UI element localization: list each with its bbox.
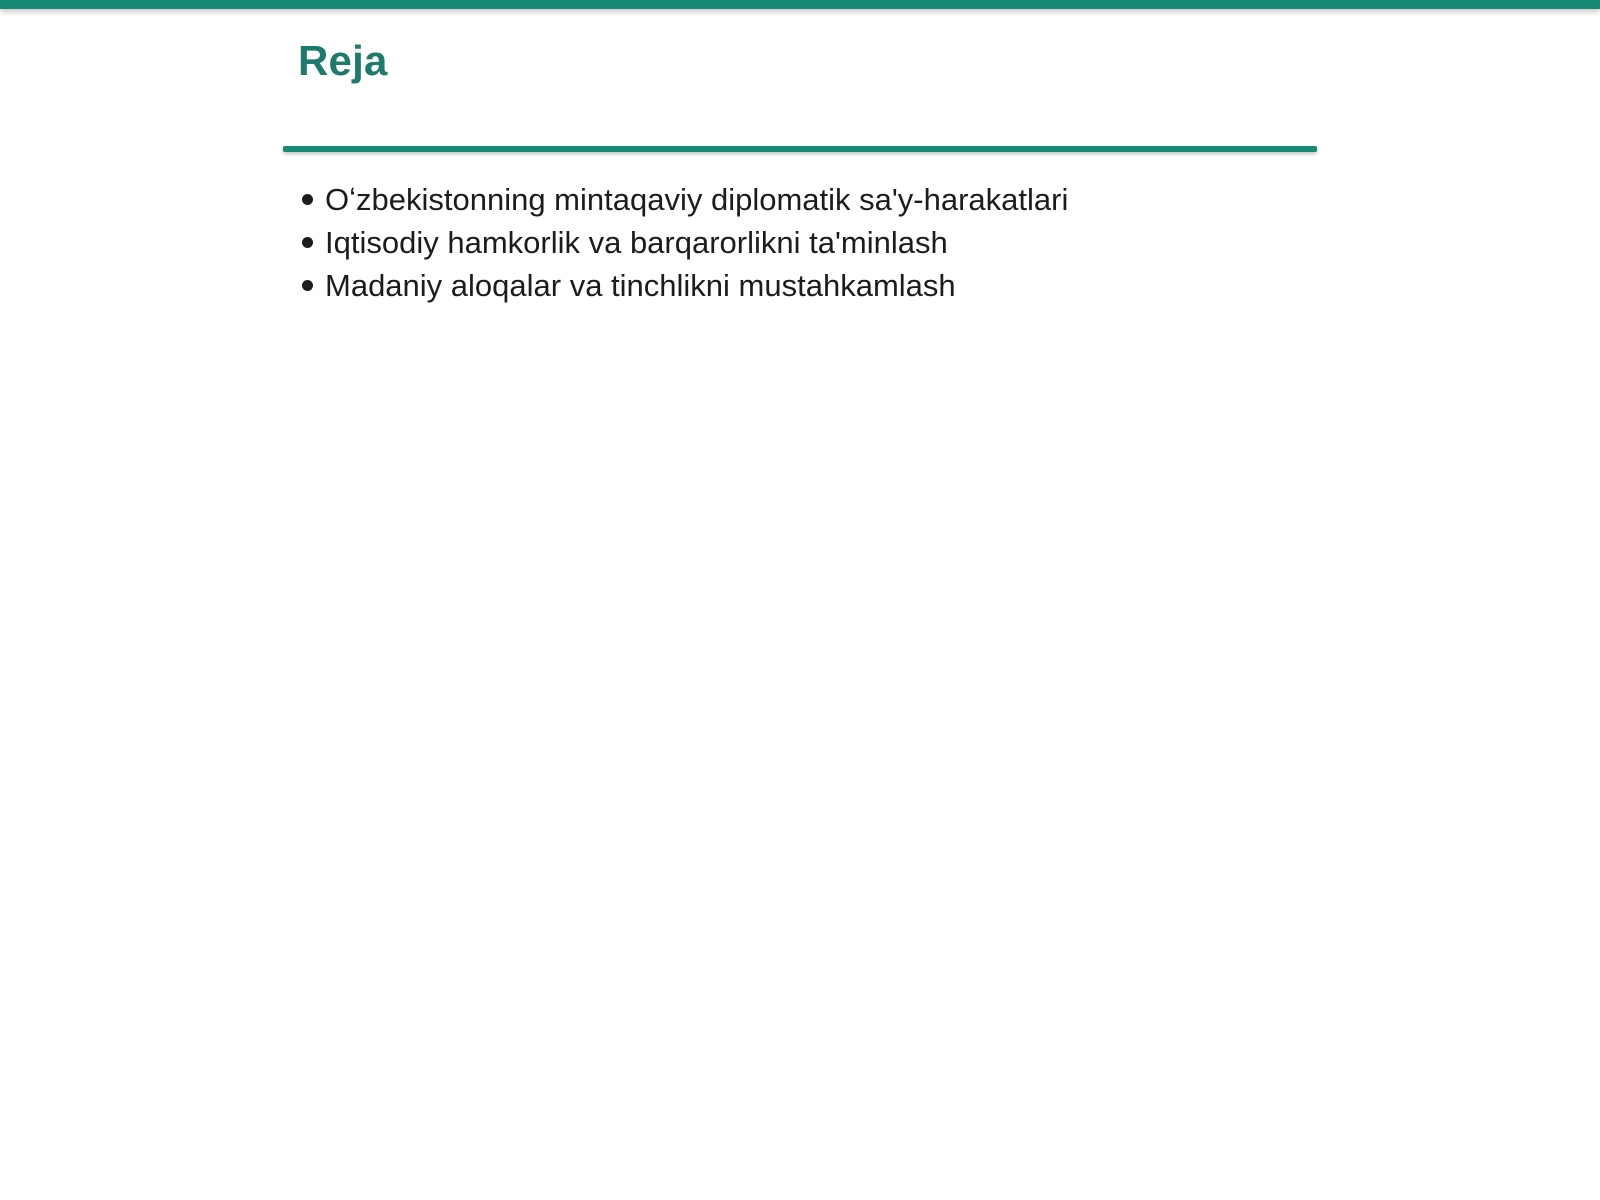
bullet-text: Iqtisodiy hamkorlik va barqarorlikni ta'minlash (325, 224, 948, 260)
slide-title: Reja (298, 37, 388, 84)
bullet-list (300, 178, 1068, 307)
bullet-dot-icon (302, 280, 313, 291)
bullet-item-diplomacy (300, 178, 1068, 221)
title-underline (283, 146, 1317, 152)
bullet-dot-icon (302, 194, 313, 205)
top-accent-band (0, 0, 1600, 9)
bullet-text: Madaniy aloqalar va tinchlikni mustahkamlash (325, 267, 956, 303)
bullet-text: Oʻzbekistonning mintaqaviy diplomatik sa'y-harakatlari (325, 181, 1069, 217)
bullet-item-economy (300, 221, 1068, 264)
bullet-item-culture (300, 264, 1068, 307)
bullet-dot-icon (302, 237, 313, 248)
